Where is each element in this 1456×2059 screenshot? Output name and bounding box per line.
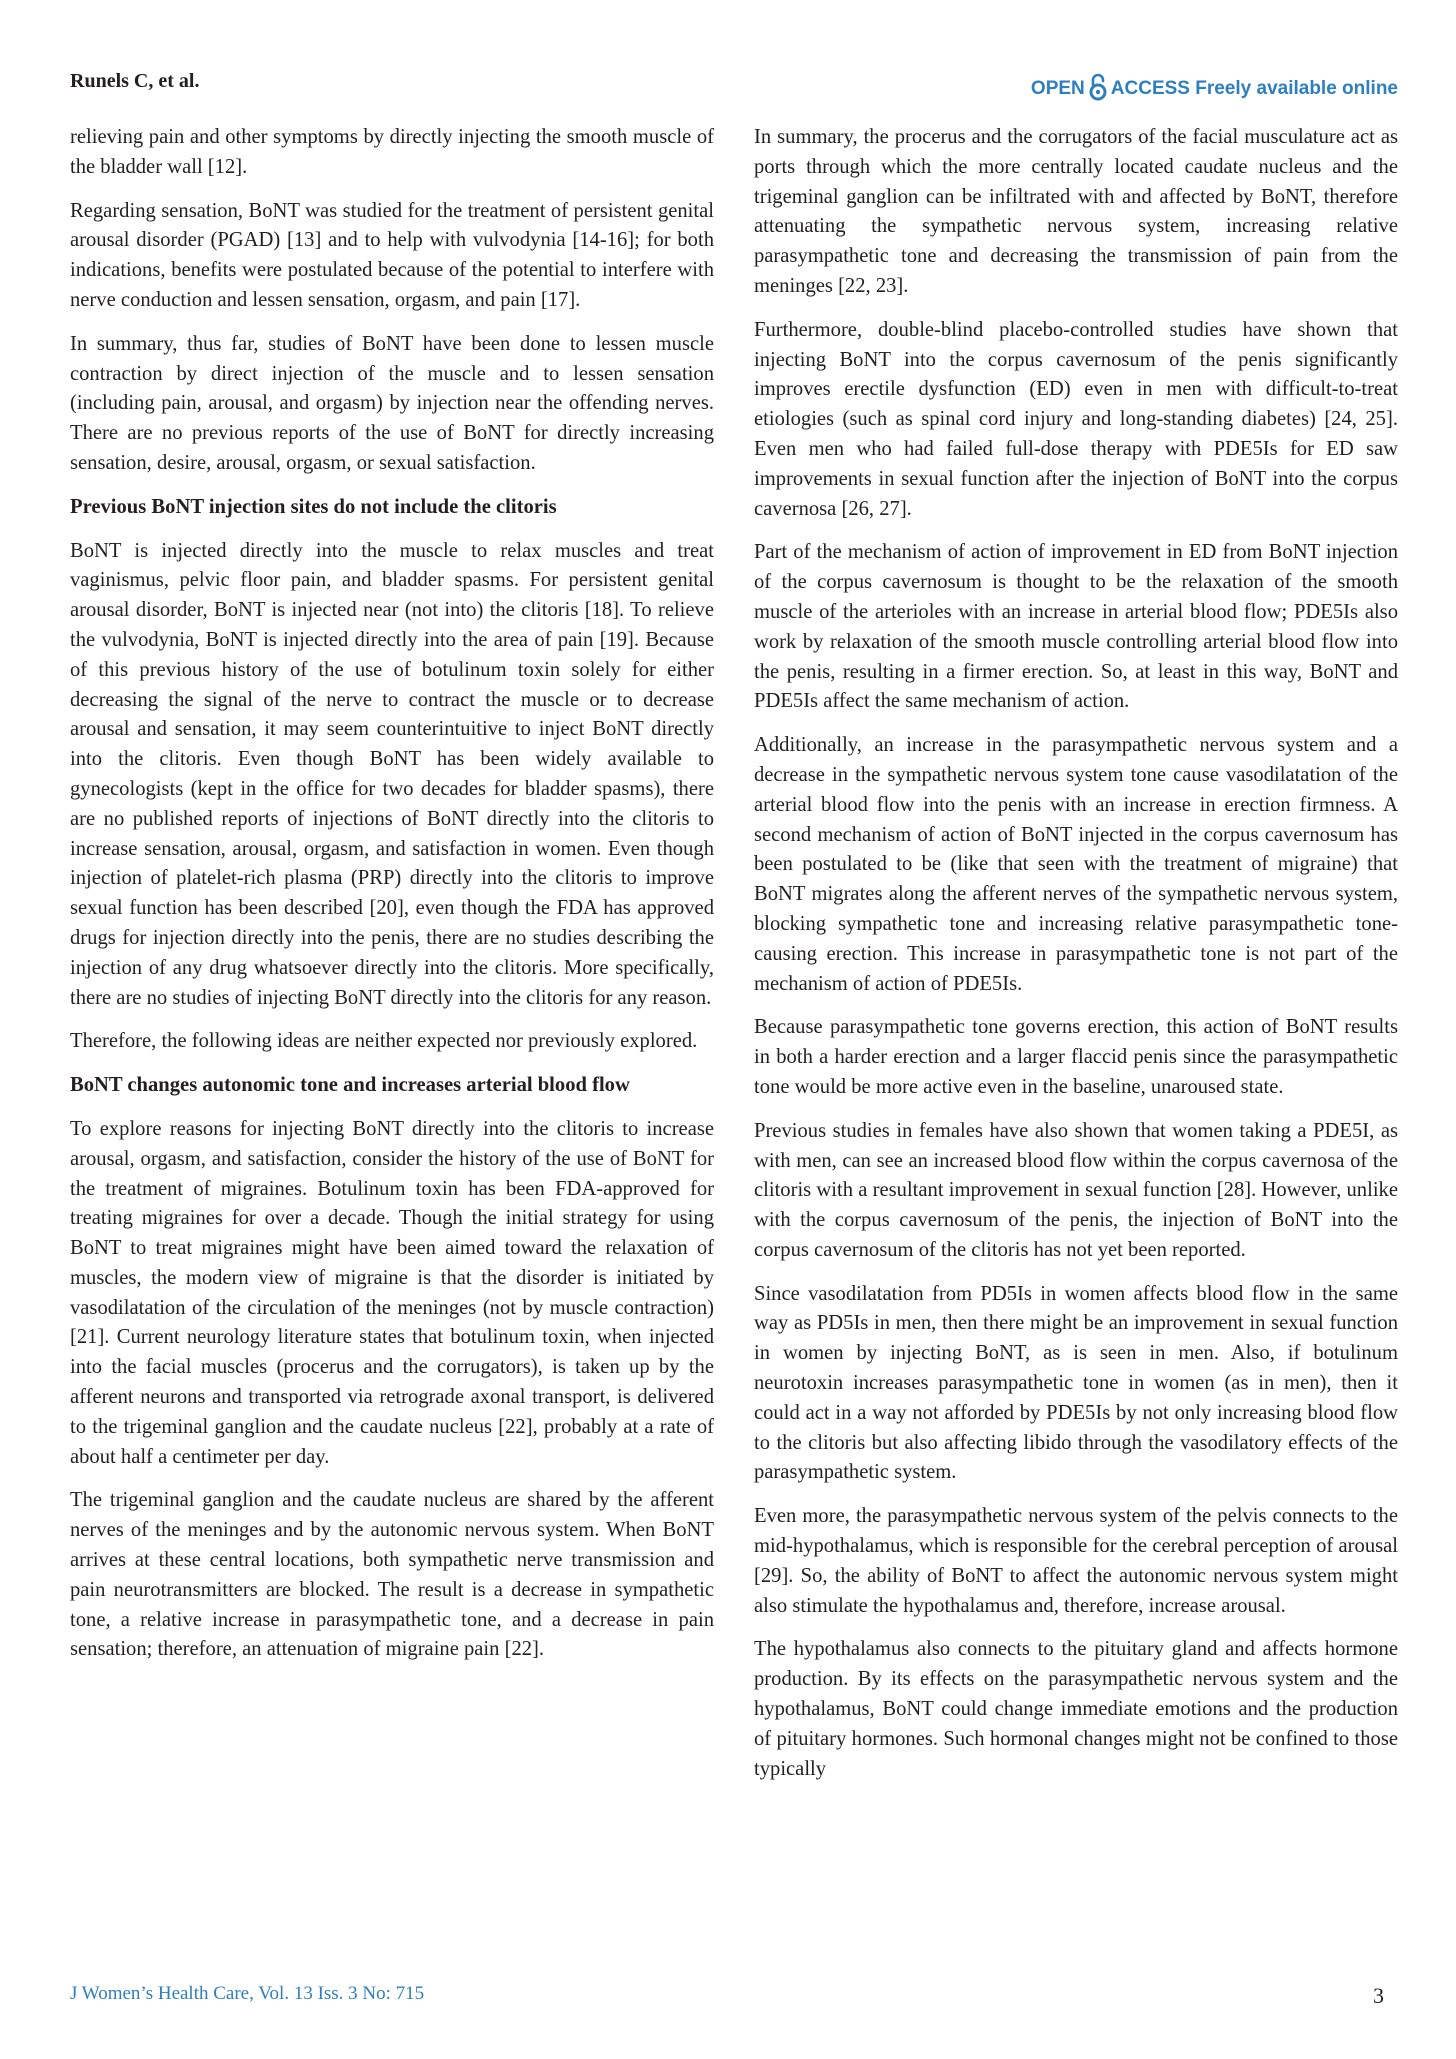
paragraph: Even more, the parasympathetic nervous system of the pelvis connects to the mid-hypothalamus, which is responsible for the cerebral perception of arousal [29]. So, the ability of BoNT to affect the autonomic nervous system might also stimulate the hypothalamus and, therefore, increase arousal. [754, 1505, 1398, 1617]
paragraph: In summary, the procerus and the corrugators of the facial musculature act as ports through which the more centrally located caudate nucleus and the trigeminal ganglion can be infiltrated with and affected by BoNT, therefore attenuating the sympathetic nervous system, increasing relative parasympathetic tone and decreasing the transmission of pain from the meninges [22, 23]. [754, 126, 1398, 297]
paragraph: relieving pain and other symptoms by directly injecting the smooth muscle of the bladder wall [12]. [70, 126, 714, 178]
page-footer [70, 1983, 1384, 2013]
paragraph: Because parasympathetic tone governs erection, this action of BoNT results in both a harder erection and a larger flaccid penis since the parasympathetic tone would be more active even in the baseline, unaroused state. [754, 1016, 1398, 1098]
access-label: ACCESS Freely available online [1110, 78, 1398, 99]
paragraph: Additionally, an increase in the parasympathetic nervous system and a decrease in the sympathetic nervous system tone cause vasodilatation of the arterial blood flow into the penis with an increase in erection firmness. A second mechanism of action of BoNT injected in the corpus cavernosum has been postulated to be (like that seen with the treatment of migraine) that BoNT migrates along the afferent nerves of the sympathetic nervous system, blocking sympathetic tone and increasing relative parasympathetic tone-causing erection. This increase in parasympathetic tone is not part of the mechanism of action of PDE5Is. [754, 734, 1398, 995]
journal-citation: J Women’s Health Care, Vol. 13 Iss. 3 No: 715 [70, 1983, 425, 2004]
open-label: OPEN [1030, 78, 1085, 99]
paragraph: To explore reasons for injecting BoNT directly into the clitoris to increase arousal, orgasm, and satisfaction, consider the history of the use of BoNT for the treatment of migraines. Botulinum toxin has been FDA-approved for treating migraines for over a decade. Though the initial strategy for using BoNT to treat migraines might have been aimed toward the relaxation of muscles, the modern view of migraine is that the disorder is initiated by vasodilatation of the circulation of the meninges (not by muscle contraction) [21]. Current neurology literature states that botulinum toxin, when injected into the facial muscles (procerus and the corrugators), is taken up by the afferent neurons and transported via retrograde axonal transport, is delivered to the trigeminal ganglion and the caudate nucleus [22], probably at a rate of about half a centimeter per day. [70, 1117, 714, 1468]
paragraph: Since vasodilatation from PD5Is in women affects blood flow in the same way as PD5Is in men, then there might be an improvement in sexual function in women by injecting BoNT, as is seen in men. Also, if botulinum neurotoxin increases parasympathetic tone in women (as in men), then it could act in a way not afforded by PDE5Is by not only increasing blood flow to the clitoris but also affecting libido through the vasodilatory effects of the parasympathetic system. [754, 1282, 1398, 1484]
page-header [70, 68, 1398, 108]
section-heading: Previous BoNT injection sites do not include the clitoris [70, 495, 557, 518]
page-number: 3 [1373, 1983, 1384, 2008]
left-column [70, 123, 714, 1953]
paragraph: Therefore, the following ideas are neither expected nor previously explored. [70, 1030, 698, 1053]
paragraph: Part of the mechanism of action of improvement in ED from BoNT injection of the corpus cavernosum is thought to be the relaxation of the smooth muscle of the arterioles with an increase in arterial blood flow; PDE5Is also work by relaxation of the smooth muscle controlling arterial blood flow into the penis, resulting in a firmer erection. So, at least in this way, BoNT and PDE5Is affect the same mechanism of action. [754, 541, 1398, 713]
right-column [754, 123, 1398, 1953]
paragraph: Furthermore, double-blind placebo-controlled studies have shown that injecting BoNT into the corpus cavernosum of the penis significantly improves erectile dysfunction (ED) even in men with difficult-to-treat etiologies (such as spinal cord injury and long-standing diabetes) [24, 25]. Even men who had failed full-dose therapy with PDE5Is for ED saw improvements in sexual function after the injection of BoNT into the corpus cavernosa [26, 27]. [754, 318, 1398, 520]
paragraph: The trigeminal ganglion and the caudate nucleus are shared by the afferent nerves of the meninges and by the autonomic nervous system. When BoNT arrives at these central locations, both sympathetic nerve transmission and pain neurotransmitters are blocked. The result is a decrease in sympathetic tone, a relative increase in parasympathetic tone, and a decrease in pain sensation; therefore, an attenuation of migraine pain [22]. [70, 1489, 714, 1661]
open-access-badge[interactable] [1031, 74, 1398, 104]
running-author: Runels C, et al. [70, 70, 200, 92]
paragraph: In summary, thus far, studies of BoNT have been done to lessen muscle contraction by direct injection of the muscle and to lessen sensation (including pain, arousal, and orgasm) by injection near the offending nerves. There are no previous reports of the use of BoNT for directly increasing sensation, desire, arousal, orgasm, or sexual satisfaction. [70, 332, 714, 474]
section-heading: BoNT changes autonomic tone and increases arterial blood flow [70, 1074, 630, 1097]
paragraph: The hypothalamus also connects to the pituitary gland and affects hormone production. By its effects on the parasympathetic nervous system and the hypothalamus, BoNT could change immediate emotions and the production of pituitary hormones. Such hormonal changes might not be confined to those typically [754, 1638, 1398, 1780]
paragraph: Previous studies in females have also shown that women taking a PDE5I, as with men, can see an increased blood flow within the corpus cavernosa of the clitoris with a resultant improvement in sexual function [28]. However, unlike with the corpus cavernosum of the penis, the injection of BoNT into the corpus cavernosum of the clitoris has not yet been reported. [754, 1119, 1398, 1261]
paragraph: Regarding sensation, BoNT was studied for the treatment of persistent genital arousal disorder (PGAD) [13] and to help with vulvodynia [14-16]; for both indications, benefits were postulated because of the potential to interfere with nerve conduction and lessen sensation, orgasm, and pain [17]. [70, 199, 714, 311]
open-access-lock-icon [1089, 72, 1107, 102]
body-columns [70, 123, 1398, 1953]
paragraph: BoNT is injected directly into the muscle to relax muscles and treat vaginismus, pelvic floor pain, and bladder spasms. For persistent genital arousal disorder, BoNT is injected near (not into) the clitoris [18]. To relieve the vulvodynia, BoNT is injected directly into the area of pain [19]. Because of this previous history of the use of botulinum toxin solely for either decreasing the signal of the nerve to contract the muscle or to decrease arousal and sensation, it may seem counterintuitive to inject BoNT directly into the clitoris. Even though BoNT has been widely available to gynecologists (kept in the office for two decades for bladder spasms), there are no published reports of injections of BoNT directly into the clitoris to increase sensation, arousal, orgasm, and satisfaction in women. Even though injection of platelet-rich plasma (PRP) directly into the clitoris to improve sexual function has been described [20], even though the FDA has approved drugs for injection directly into the penis, there are no studies describing the injection of any drug whatsoever directly into the clitoris. More specifically, there are no studies of injecting BoNT directly into the clitoris for any reason. [70, 539, 714, 1009]
